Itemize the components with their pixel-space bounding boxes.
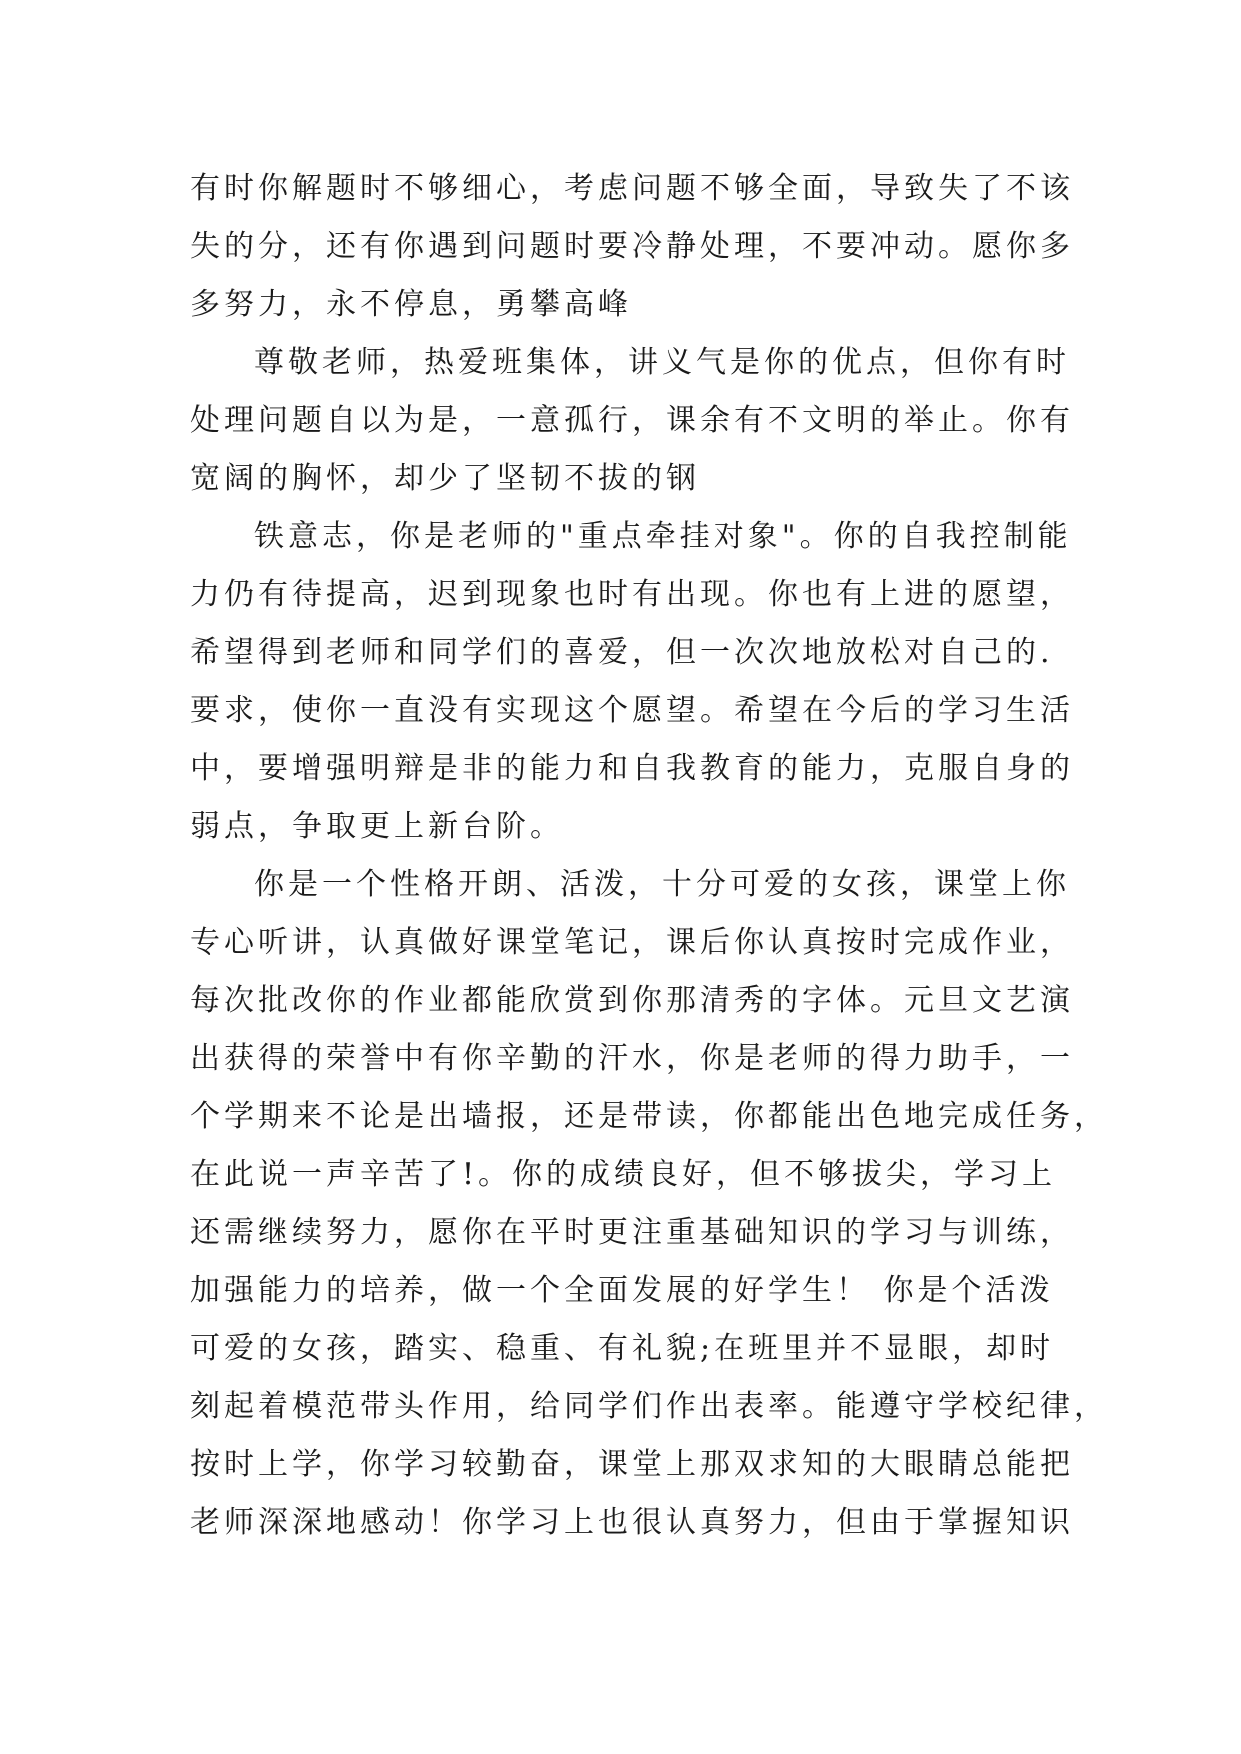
text-line: 要求，使你一直没有实现这个愿望。希望在今后的学习生活 [190, 693, 1074, 728]
paragraph-start-line: 尊敬老师，热爱班集体，讲义气是你的优点，但你有时 [254, 345, 1070, 380]
text-line: 个学期来不论是出墙报，还是带读，你都能出色地完成任务， [190, 1099, 1108, 1134]
text-line: 出获得的荣誉中有你辛勤的汗水，你是老师的得力助手，一 [190, 1041, 1074, 1076]
paragraph-start-line: 铁意志，你是老师的"重点牵挂对象"。你的自我控制能 [254, 519, 1072, 554]
text-line: 希望得到老师和同学们的喜爱，但一次次地放松对自己的. [190, 635, 1054, 670]
text-line: 中，要增强明辩是非的能力和自我教育的能力，克服自身的 [190, 751, 1074, 786]
text-line: 在此说一声辛苦了!。你的成绩良好，但不够拔尖，学习上 [190, 1157, 1057, 1192]
text-line: 失的分，还有你遇到问题时要冷静处理，不要冲动。愿你多 [190, 229, 1074, 264]
text-line: 老师深深地感动！你学习上也很认真努力，但由于掌握知识 [190, 1505, 1074, 1540]
text-line: 刻起着模范带头作用，给同学们作出表率。能遵守学校纪律， [190, 1389, 1108, 1424]
paragraph-start-line: 你是一个性格开朗、活泼，十分可爱的女孩，课堂上你 [254, 867, 1070, 902]
text-line: 力仍有待提高，迟到现象也时有出现。你也有上进的愿望， [190, 577, 1074, 612]
text-line: 处理问题自以为是，一意孤行，课余有不文明的举止。你有 [190, 403, 1074, 438]
text-line: 多努力，永不停息，勇攀高峰 [190, 287, 632, 322]
comment-text-block [190, 160, 1108, 1552]
text-line: 还需继续努力，愿你在平时更注重基础知识的学习与训练， [190, 1215, 1074, 1250]
text-line: 可爱的女孩，踏实、稳重、有礼貌;在班里并不显眼，却时 [190, 1331, 1055, 1366]
text-line: 宽阔的胸怀，却少了坚韧不拔的钢 [190, 461, 700, 496]
text-line: 有时你解题时不够细心，考虑问题不够全面，导致失了不该 [190, 171, 1074, 206]
text-line: 每次批改你的作业都能欣赏到你那清秀的字体。元旦文艺演 [190, 983, 1074, 1018]
text-line: 加强能力的培养，做一个全面发展的好学生！ 你是个活泼 [190, 1273, 1054, 1308]
text-line: 弱点，争取更上新台阶。 [190, 809, 564, 844]
text-line: 按时上学，你学习较勤奋，课堂上那双求知的大眼睛总能把 [190, 1447, 1074, 1482]
text-line: 专心听讲，认真做好课堂笔记，课后你认真按时完成作业， [190, 925, 1074, 960]
